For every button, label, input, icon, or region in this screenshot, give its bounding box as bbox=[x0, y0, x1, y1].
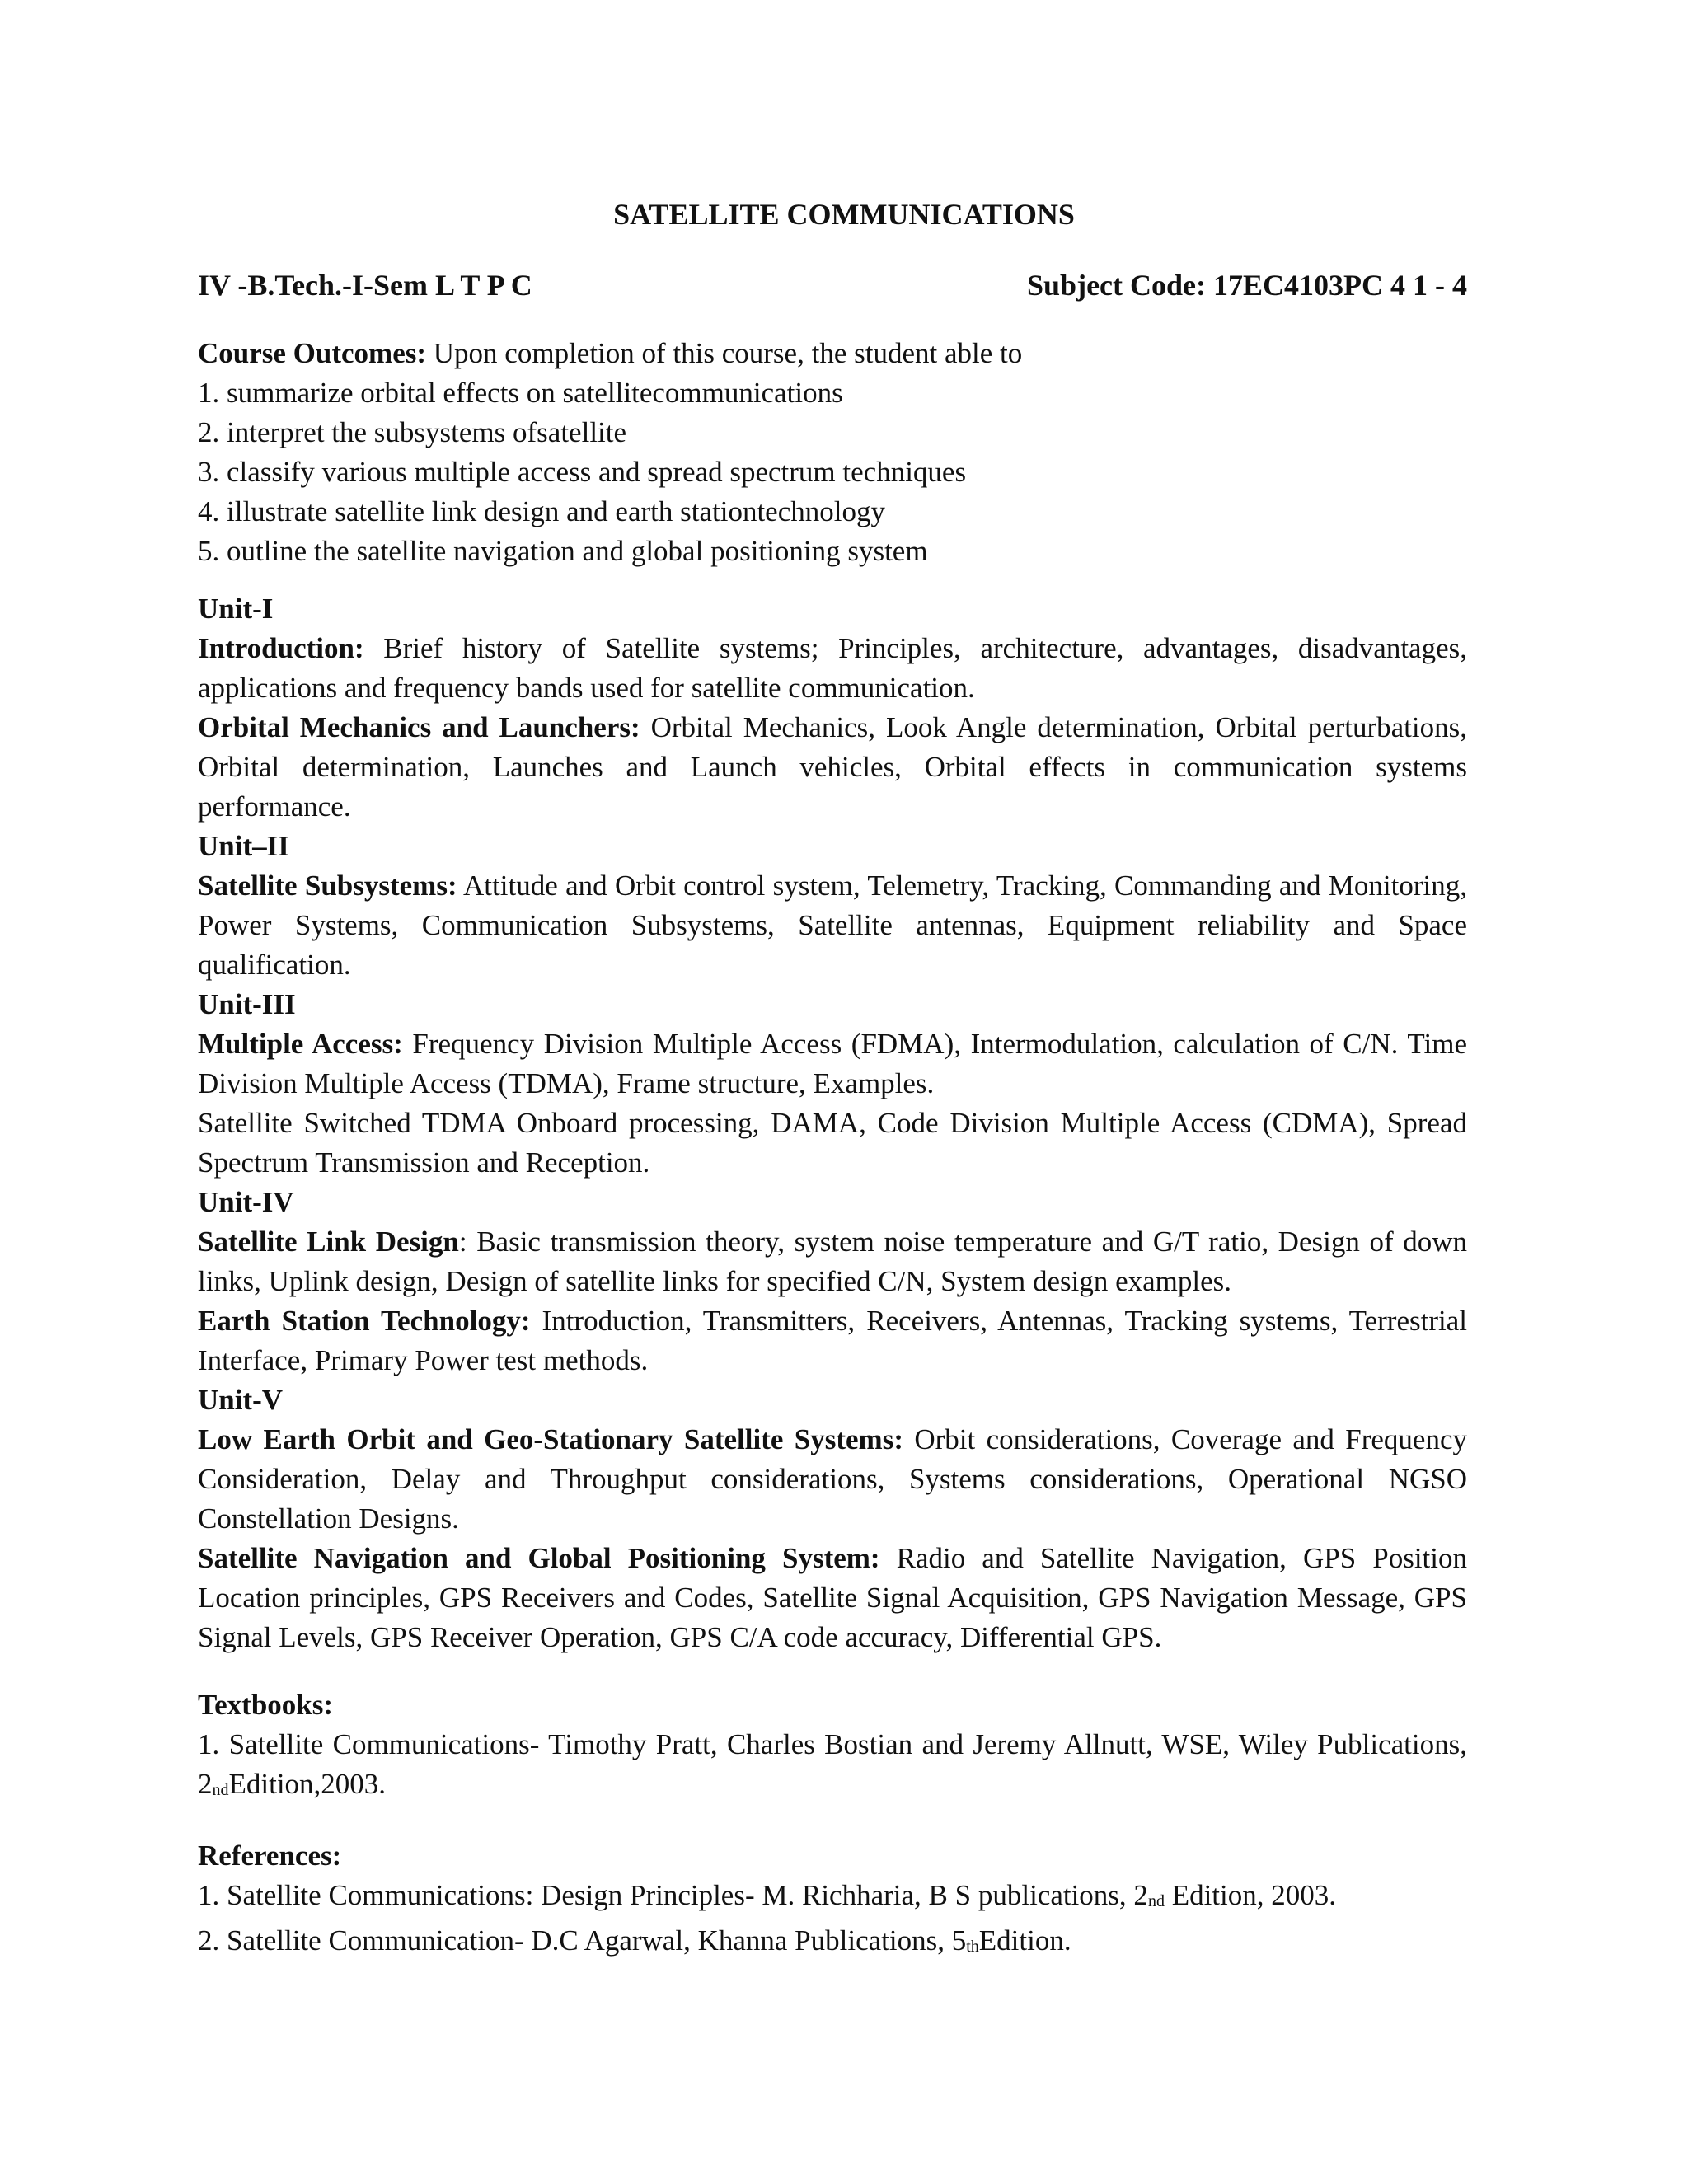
textbooks-section bbox=[198, 1685, 1467, 1810]
semester-ltpc: IV -B.Tech.-I-Sem L T P C bbox=[198, 269, 532, 302]
syllabus-units bbox=[198, 589, 1467, 1657]
outcome-item: 3. classify various multiple access and spread spectrum techniques bbox=[198, 456, 967, 488]
unit-topic: Introduction: Brief history of Satellite systems; Principles, architecture, advantages, disadvantages, applications and frequency bands used for satellite communication. bbox=[198, 632, 1467, 704]
references-section bbox=[198, 1836, 1467, 1966]
textbooks-heading: Textbooks: bbox=[198, 1689, 334, 1721]
outcomes-heading: Course Outcomes: bbox=[198, 337, 427, 369]
unit-heading: Unit-V bbox=[198, 1384, 284, 1416]
outcome-item: 5. outline the satellite navigation and global positioning system bbox=[198, 535, 928, 567]
reference-item: 2. Satellite Communication- D.C Agarwal, Khanna Publications, $5_{th}Edition$. bbox=[198, 1924, 1071, 1957]
unit-topic: Low Earth Orbit and Geo-Stationary Satellite Systems: Orbit considerations, Coverage and Frequency Consideration, Delay and Throughput considerations, Systems considerations, Operational NGSO Constellation Designs. bbox=[198, 1423, 1467, 1535]
unit-topic: Orbital Mechanics and Launchers: Orbital Mechanics, Look Angle determination, Orbital perturbations, Orbital determination, Launches and Launch vehicles, Orbital effects in communication systems performance. bbox=[198, 711, 1467, 823]
outcome-item: 4. illustrate satellite link design and earth stationtechnology bbox=[198, 495, 885, 527]
course-outcomes bbox=[198, 334, 1467, 571]
reference-item: 1. Satellite Communications: Design Principles- M. Richharia, B S publications, $2_{nd}$ Edition, 2003. bbox=[198, 1879, 1336, 1911]
unit-topic: Satellite Navigation and Global Positioning System: Radio and Satellite Navigation, GPS Position Location principles, GPS Receivers and Codes, Satellite Signal Acquisition, GPS Navigation Message, GPS Signal Levels, GPS Receiver Operation, GPS C/A code accuracy, Differential GPS. bbox=[198, 1542, 1467, 1653]
textbook-item: 1. Satellite Communications- Timothy Pratt, Charles Bostian and Jeremy Allnutt, WSE, Wiley Publications, $2_{nd}Edition,2003$. bbox=[198, 1728, 1467, 1800]
subject-code: Subject Code: 17EC4103PC 4 1 - 4 bbox=[1027, 269, 1467, 302]
unit-heading: Unit-I bbox=[198, 593, 274, 625]
references-heading: References: bbox=[198, 1840, 342, 1872]
unit-topic: Satellite Link Design: Basic transmission theory, system noise temperature and G/T ratio, Design of down links, Uplink design, Design of satellite links for specified C/N, System design examples. bbox=[198, 1226, 1467, 1297]
unit-topic: Multiple Access: Frequency Division Multiple Access (FDMA), Intermodulation, calculation of C/N. Time Division Multiple Access (TDMA), Frame structure, Examples. bbox=[198, 1028, 1467, 1099]
page-title: SATELLITE COMMUNICATIONS bbox=[613, 198, 1075, 231]
unit-topic: Satellite Subsystems: Attitude and Orbit control system, Telemetry, Tracking, Commanding and Monitoring, Power Systems, Communication Subsystems, Satellite antennas, Equipment reliability and Space qualification. bbox=[198, 869, 1468, 981]
unit-topic: Earth Station Technology: Introduction, Transmitters, Receivers, Antennas, Tracking systems, Terrestrial Interface, Primary Power test methods. bbox=[198, 1305, 1467, 1376]
unit-heading: Unit-III bbox=[198, 988, 296, 1020]
outcomes-intro: Course Outcomes: Upon completion of this course, the student able to bbox=[198, 337, 1023, 369]
unit-topic: Satellite Switched TDMA Onboard processing, DAMA, Code Division Multiple Access (CDMA), Spread Spectrum Transmission and Reception. bbox=[198, 1107, 1467, 1179]
unit-heading: Unit-IV bbox=[198, 1186, 294, 1218]
unit-heading: Unit–II bbox=[198, 830, 289, 862]
outcome-item: 1. summarize orbital effects on satellitecommunications bbox=[198, 377, 843, 409]
course-meta bbox=[198, 265, 1467, 305]
outcome-item: 2. interpret the subsystems ofsatellite bbox=[198, 416, 627, 448]
